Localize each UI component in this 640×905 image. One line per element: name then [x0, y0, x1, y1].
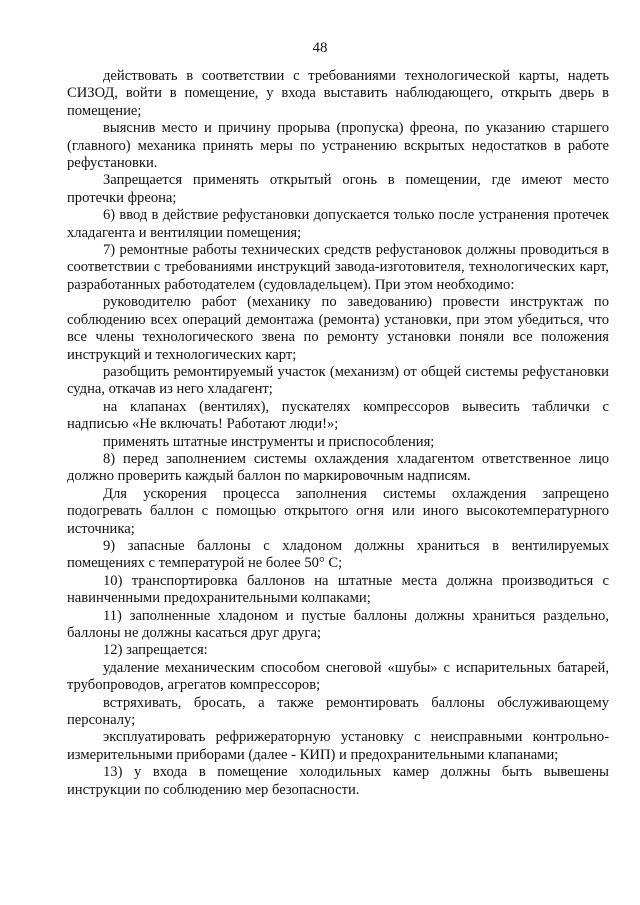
paragraph: 7) ремонтные работы технических средств рефустановок должны проводиться в соответствии с требованиями инструкций завода-изготовителя, технологических карт, разработанных работодателем (судовладельцем). При этом необходимо:	[67, 242, 609, 293]
paragraph: встряхивать, бросать, а также ремонтировать баллоны обслуживающему персоналу;	[67, 694, 609, 729]
paragraph: руководителю работ (механику по заведованию) провести инструктаж по соблюдению всех операций демонтажа (ремонта) установки, при этом убедиться, что все члены технологического звена по ремонту установки поняли все положения инструкций и технологических карт;	[67, 294, 609, 363]
paragraph: Запрещается применять открытый огонь в помещении, где имеют место протечки фреона;	[67, 172, 609, 206]
paragraph: выяснив место и причину прорыва (пропуска) фреона, по указанию старшего (главного) механика принять меры по устранению вскрытых недостатков в работе рефустановки.	[67, 120, 609, 172]
paragraph: 8) перед заполнением системы охлаждения хладагентом ответственное лицо должно проверить каждый баллон по маркировочным надписям.	[67, 450, 609, 485]
paragraph: 12) запрещается:	[103, 642, 208, 659]
paragraph: 10) транспортировка баллонов на штатные места должна производиться с навинченными предохранительными колпаками;	[67, 572, 609, 607]
body-text	[67, 68, 609, 799]
paragraph: разобщить ремонтируемый участок (механизм) от общей системы рефустановки судна, откачав из него хладагент;	[67, 363, 609, 398]
paragraph: 11) заполненные хладоном и пустые баллоны должны храниться раздельно, баллоны не должны касаться друг друга;	[67, 607, 609, 641]
paragraph: 9) запасные баллоны с хладоном должны храниться в вентилируемых помещениях с температурой не более 50° С;	[67, 537, 609, 572]
paragraph: 6) ввод в действие рефустановки допускается только после устранения протечек хладагента и вентиляции помещения;	[67, 207, 609, 241]
paragraph: действовать в соответствии с требованиями технологической карты, надеть СИЗОД, войти в помещение, у входа выставить наблюдающего, открыть дверь в помещение;	[67, 68, 609, 119]
paragraph: эксплуатировать рефрижераторную установку с неисправными контрольно-измерительными приборами (далее - КИП) и предохранительными клапанами;	[67, 729, 609, 763]
paragraph: Для ускорения процесса заполнения системы охлаждения запрещено подогревать баллон с помощью открытого огня или иного высокотемпературного источника;	[67, 485, 609, 537]
paragraph: удаление механическим способом снеговой «шубы» с испарительных батарей, трубопроводов, агрегатов компрессоров;	[67, 659, 609, 694]
paragraph: 13) у входа в помещение холодильных камер должны быть вывешены инструкции по соблюдению мер безопасности.	[67, 764, 609, 798]
paragraph: применять штатные инструменты и приспособления;	[103, 433, 435, 450]
paragraph: на клапанах (вентилях), пускателях компрессоров вывесить таблички с надписью «Не включать! Работают люди!»;	[67, 398, 609, 433]
page-number: 48	[312, 40, 328, 56]
